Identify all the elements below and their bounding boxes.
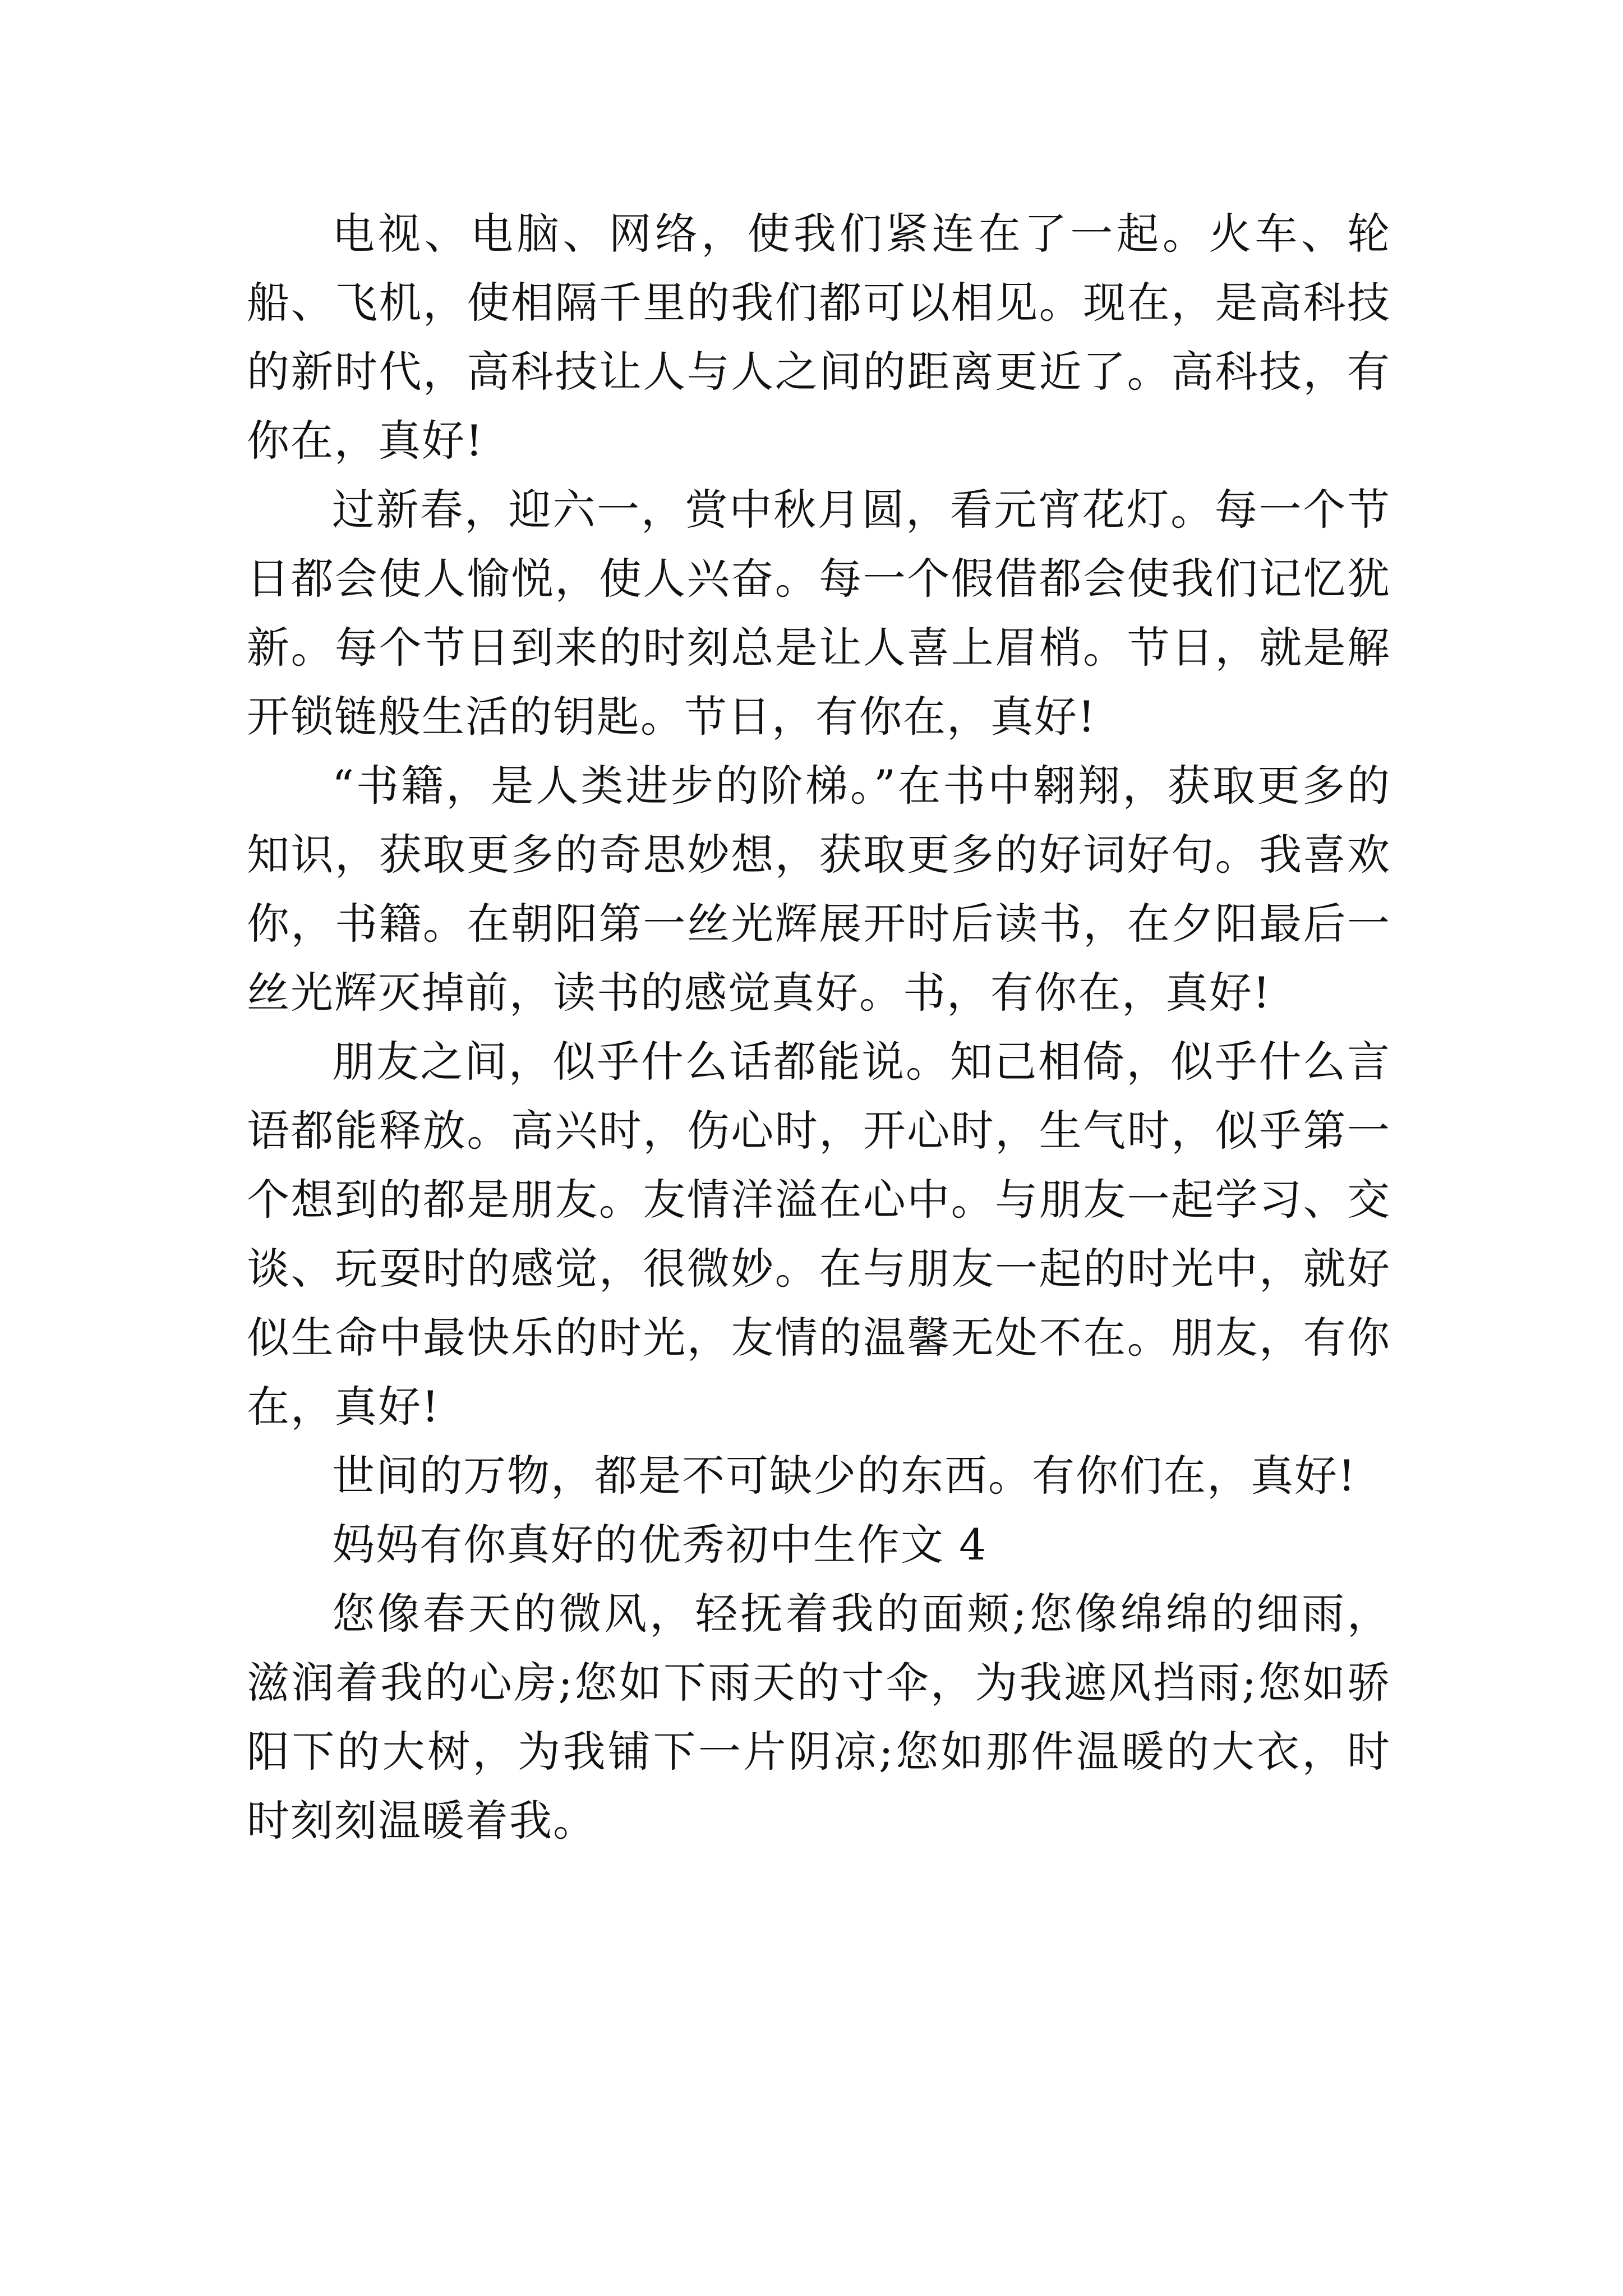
- paragraph-friends: 朋友之间，似乎什么话都能说。知己相倚，似乎什么言语都能释放。高兴时，伤心时，开心时，生气时，似乎第一个想到的都是朋友。友情洋溢在心中。与朋友一起学习、交谈、玩耍时的感觉，很微妙。在与朋友一起的时光中，就好似生命中最快乐的时光，友情的温馨无处不在。朋友，有你在，真好!: [247, 1037, 1391, 1432]
- paragraph-books: “书籍，是人类进步的阶梯。”在书中翱翔，获取更多的知识，获取更多的奇思妙想，获取更多的好词好句。我喜欢你，书籍。在朝阳第一丝光辉展开时后读书，在夕阳最后一丝光辉灭掉前，读书的感觉真好。书，有你在，真好!: [247, 761, 1391, 1018]
- essay-heading: 妈妈有你真好的优秀初中生作文 4: [332, 1520, 988, 1570]
- document-page: [247, 199, 1391, 1855]
- paragraph-mother: 您像春天的微风，轻抚着我的面颊;您像绵绵的细雨，滋润着我的心房;您如下雨天的寸伞，为我遮风挡雨;您如骄阳下的大树，为我铺下一片阴凉;您如那件温暖的大衣，时时刻刻温暖着我。: [247, 1589, 1391, 1846]
- paragraph-everything: 世间的万物，都是不可缺少的东西。有你们在，真好!: [332, 1451, 1357, 1501]
- paragraph-festivals: 过新春，迎六一，赏中秋月圆，看元宵花灯。每一个节日都会使人愉悦，使人兴奋。每一个假借都会使我们记忆犹新。每个节日到来的时刻总是让人喜上眉梢。节日，就是解开锁链般生活的钥匙。节日，有你在，真好!: [247, 485, 1391, 742]
- paragraph-technology: 电视、电脑、网络，使我们紧连在了一起。火车、轮船、飞机，使相隔千里的我们都可以相见。现在，是高科技的新时代，高科技让人与人之间的距离更近了。高科技，有你在，真好!: [247, 209, 1391, 466]
